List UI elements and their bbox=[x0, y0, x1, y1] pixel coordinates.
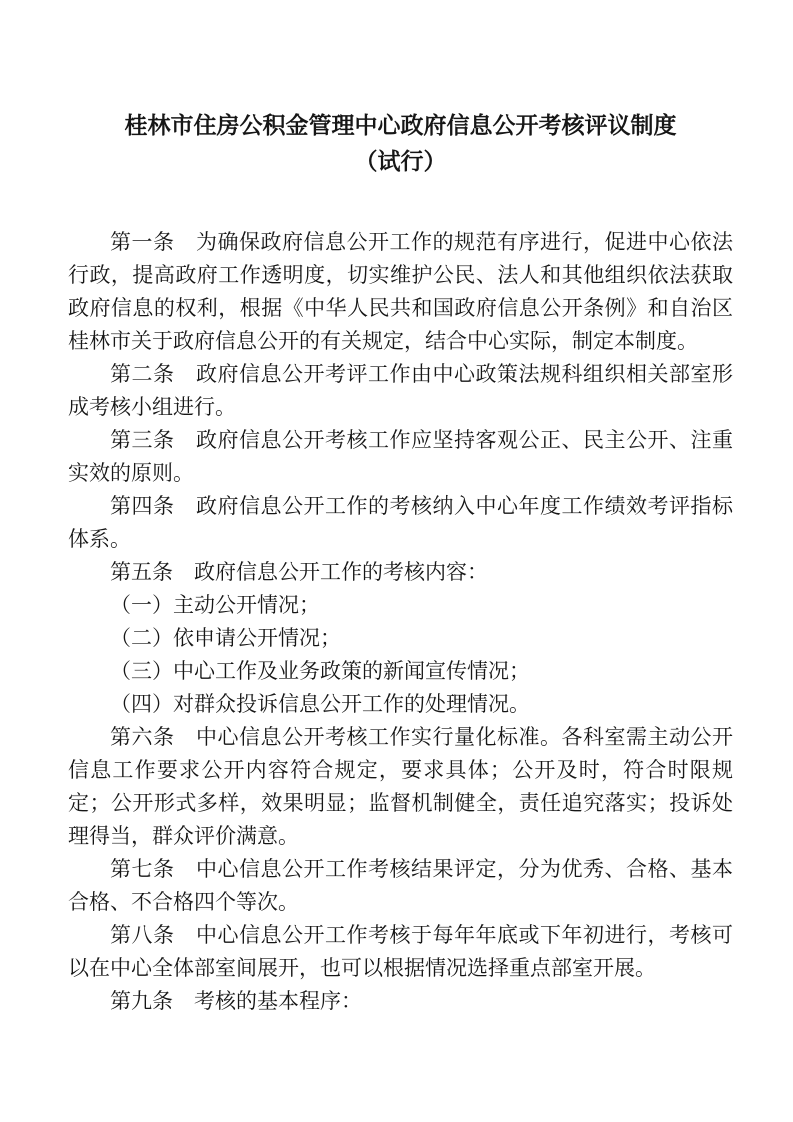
paragraph-article-9: 第九条 考核的基本程序： bbox=[110, 989, 362, 1013]
paragraph-article-6: 第六条 中心信息公开考核工作实行量化标准。各科室需主动公开信息工作要求公开内容符合规定，要求具体；公开及时，符合时限规定；公开形式多样，效果明显；监督机制健全，责任追究落实；投诉处理得当，群众评价满意。 bbox=[68, 725, 733, 848]
paragraph-article-2: 第二条 政府信息公开考评工作由中心政策法规科组织相关部室形成考核小组进行。 bbox=[68, 362, 733, 419]
list-item-2: （二）依申请公开情况； bbox=[110, 626, 341, 650]
paragraph-article-1: 第一条 为确保政府信息公开工作的规范有序进行，促进中心依法行政，提高政府工作透明度，切实维护公民、法人和其他组织依法获取政府信息的权利，根据《中华人民共和国政府信息公开条例》和自治区桂林市关于政府信息公开的有关规定，结合中心实际，制定本制度。 bbox=[68, 230, 733, 353]
document-content bbox=[0, 108, 793, 1018]
paragraph-article-3: 第三条 政府信息公开考核工作应坚持客观公正、民主公开、注重实效的原则。 bbox=[68, 428, 733, 485]
paragraph-article-4: 第四条 政府信息公开工作的考核纳入中心年度工作绩效考评指标体系。 bbox=[68, 494, 733, 551]
document-title: 桂林市住房公积金管理中心政府信息公开考核评议制度 bbox=[124, 113, 677, 138]
document-title-block bbox=[68, 108, 733, 180]
paragraph-article-8: 第八条 中心信息公开工作考核于每年年底或下年初进行，考核可以在中心全体部室间展开，也可以根据情况选择重点部室开展。 bbox=[68, 923, 733, 980]
document-body bbox=[68, 226, 733, 1018]
list-item-4: （四）对群众投诉信息公开工作的处理情况。 bbox=[110, 692, 530, 716]
list-item-1: （一）主动公开情况； bbox=[110, 593, 320, 617]
document-subtitle: （试行） bbox=[354, 149, 447, 174]
paragraph-article-7: 第七条 中心信息公开工作考核结果评定，分为优秀、合格、基本合格、不合格四个等次。 bbox=[68, 857, 733, 914]
list-item-3: （三）中心工作及业务政策的新闻宣传情况； bbox=[110, 659, 530, 683]
paragraph-article-5: 第五条 政府信息公开工作的考核内容： bbox=[110, 560, 488, 584]
